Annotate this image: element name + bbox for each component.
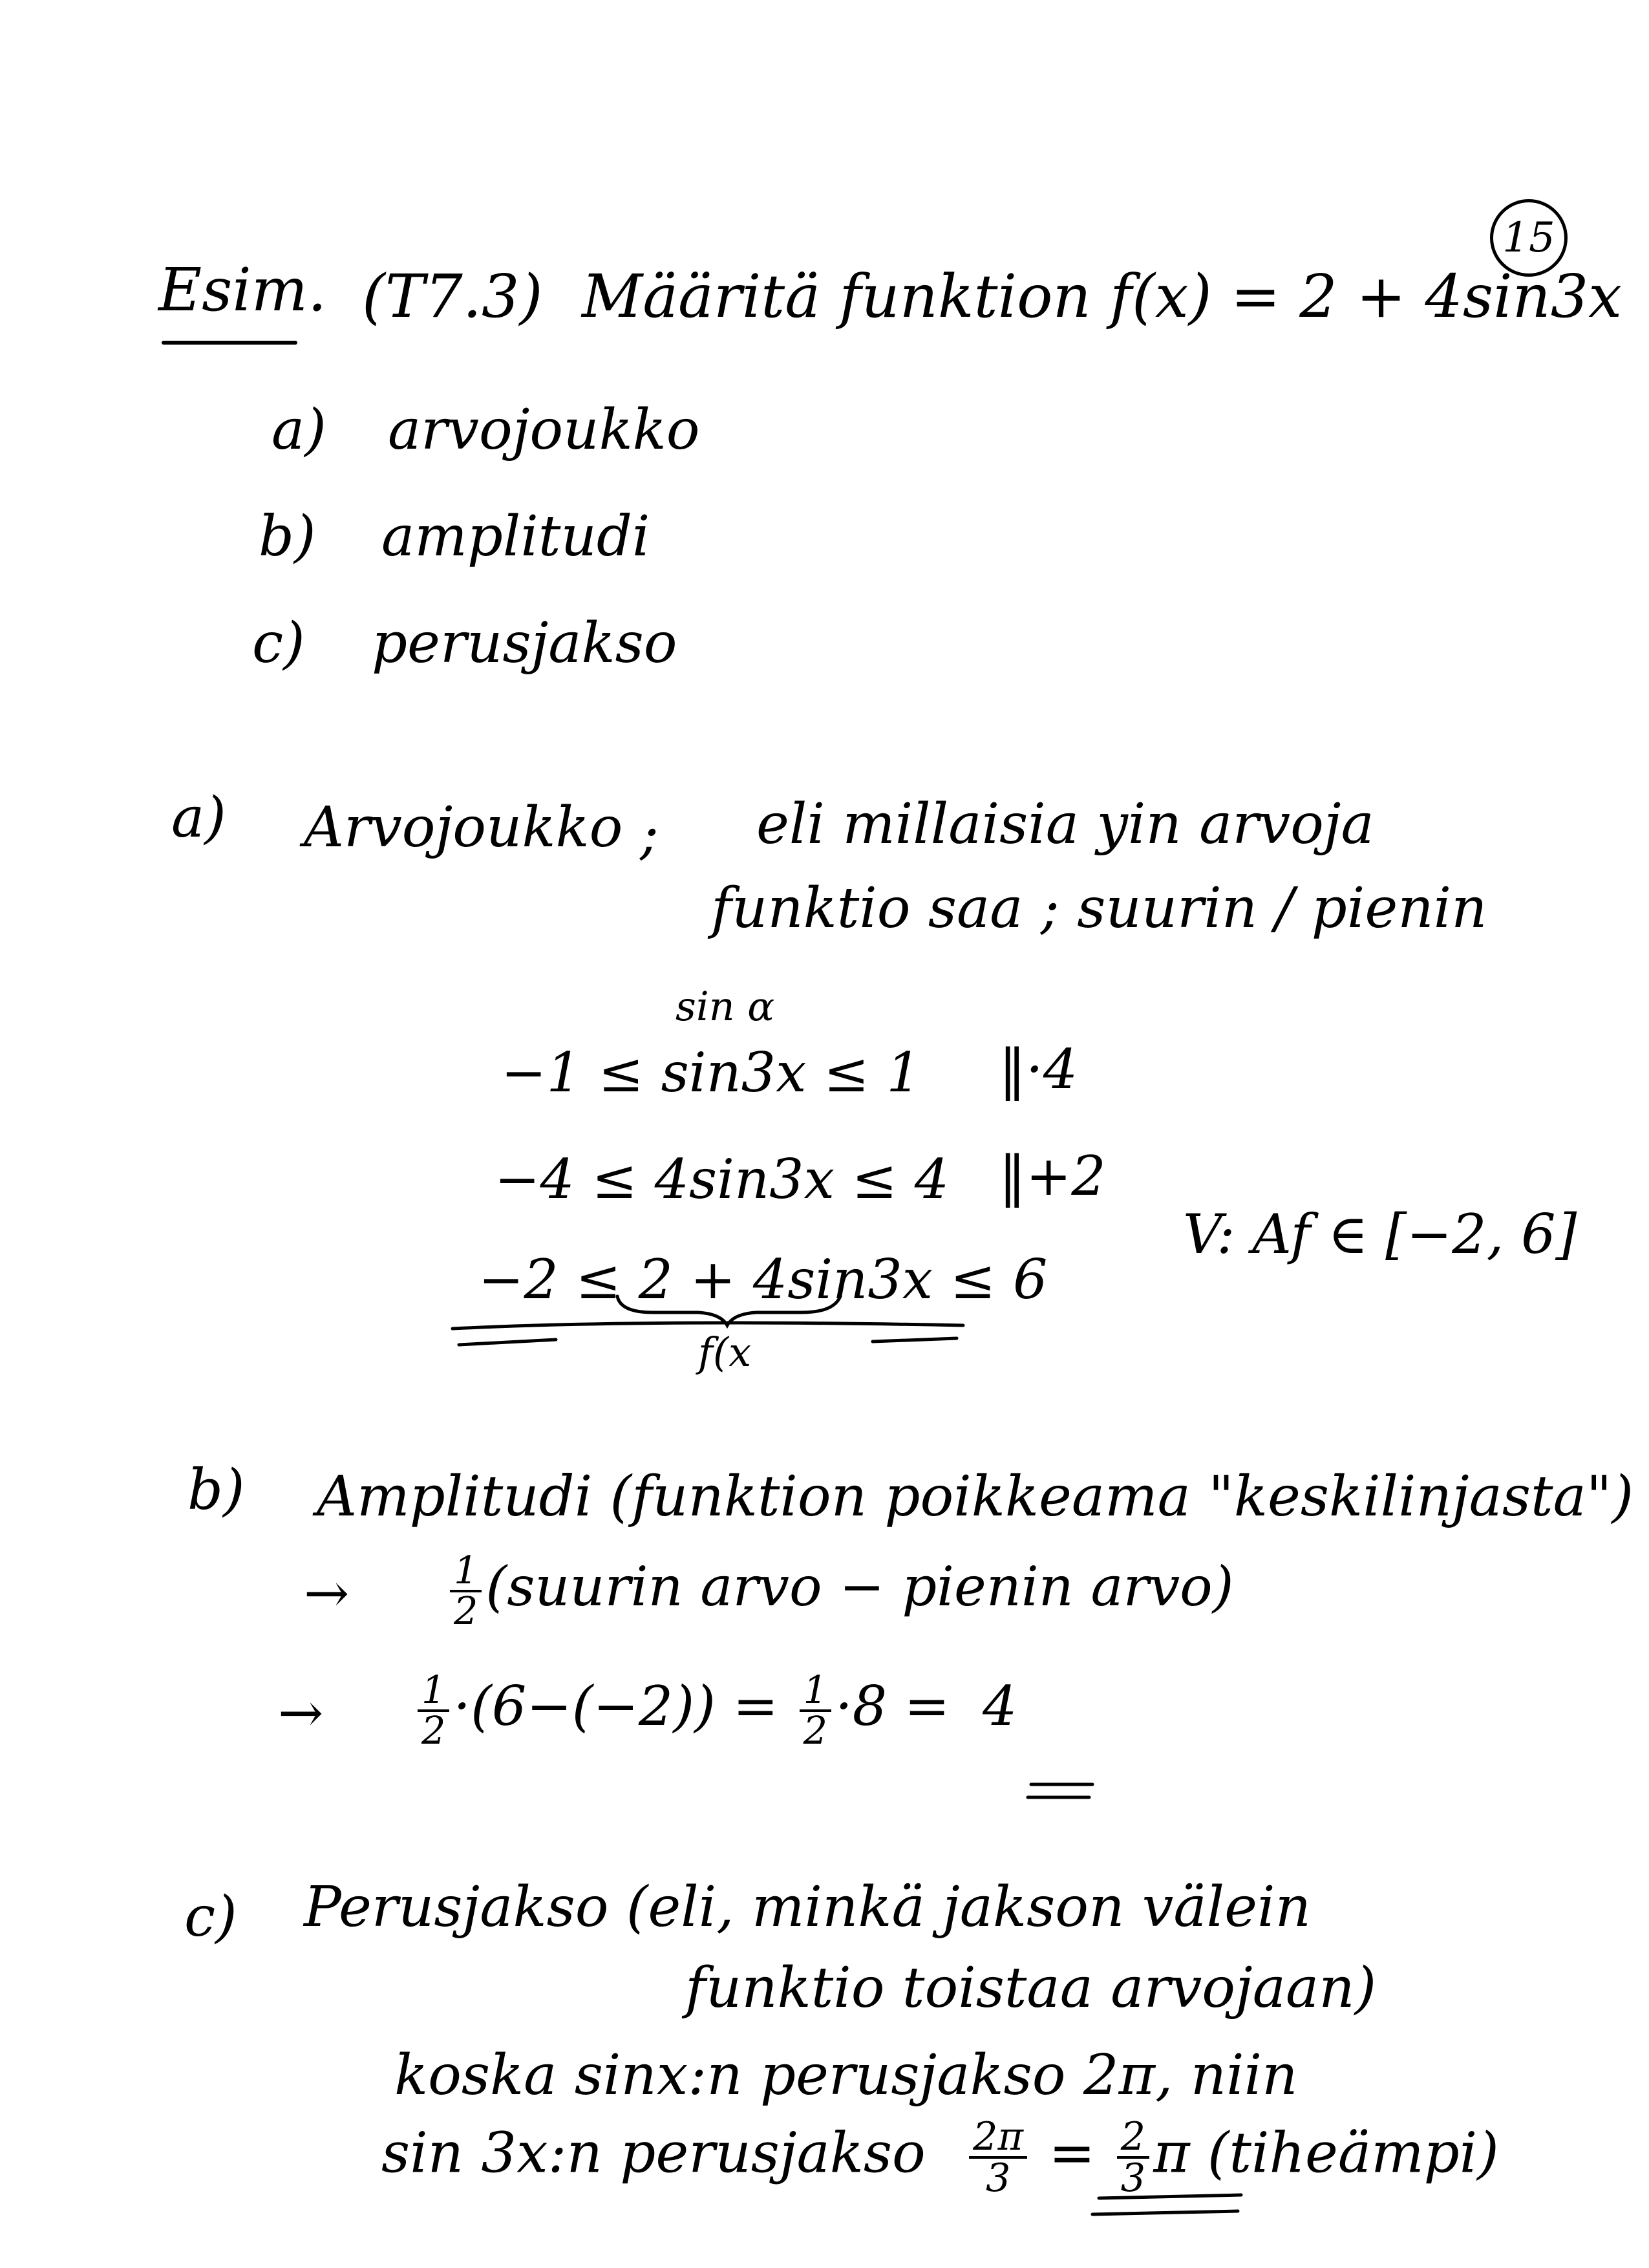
part-a-sep: ; bbox=[640, 802, 659, 866]
inequality-underline-3 bbox=[873, 1338, 957, 1342]
part-a-title: Arvojoukko bbox=[304, 795, 623, 860]
inequality-underline-2 bbox=[459, 1340, 556, 1345]
part-b-title: Amplitudi (funktion poikkeama "keskilinjasta") bbox=[317, 1464, 1633, 1529]
question-b-letter: b) bbox=[259, 504, 316, 569]
brace-label: f(x bbox=[698, 1329, 752, 1376]
underbrace bbox=[617, 1296, 840, 1325]
part-c-title-2: funktio toistaa arvojaan) bbox=[685, 1956, 1377, 2020]
question-a-letter: a) bbox=[271, 398, 326, 462]
part-c-letter: c) bbox=[184, 1885, 237, 1949]
half-fraction-2: $\frac{1}{2}$ bbox=[418, 1671, 449, 1750]
part-a-letter: a) bbox=[171, 786, 226, 850]
period-line-1: koska sinx:n perusjakso 2π, niin bbox=[394, 2043, 1298, 2108]
part-b-letter: b) bbox=[187, 1458, 245, 1523]
inequality-3: −2 ≤ 2 + 4sin3x ≤ 6 bbox=[478, 1248, 1048, 1311]
period-line-2: sin 3x:n perusjakso $\frac{2\pi}{3}$ = $\frac{2}{3}$ π (tiheämpi) bbox=[381, 2114, 1499, 2201]
half-fraction-1: $\frac{1}{2}$ bbox=[450, 1552, 482, 1631]
question-c-text: perusjakso bbox=[372, 611, 677, 676]
part-a-desc-2: funktio saa ; suurin / pienin bbox=[711, 876, 1487, 941]
example-ref: (T7.3) bbox=[362, 262, 543, 331]
two-thirds: $\frac{2}{3}$ bbox=[1117, 2117, 1149, 2198]
half-fraction-3: $\frac{1}{2}$ bbox=[800, 1671, 831, 1750]
part-c-title: Perusjakso (eli, minkä jakson välein bbox=[304, 1875, 1311, 1940]
inequality-underline-1 bbox=[452, 1323, 963, 1329]
task-text: Määritä funktion f(x) = 2 + 4sin3x bbox=[582, 262, 1622, 331]
question-b-text: amplitudi bbox=[381, 504, 650, 569]
amplitude-result: 4 bbox=[983, 1674, 1017, 1738]
question-a-text: arvojoukko bbox=[388, 398, 700, 462]
amplitude-formula: $\frac{1}{2}$ (suurin arvo − pienin arvo) bbox=[446, 1552, 1234, 1631]
period-underline-2 bbox=[1092, 2211, 1238, 2214]
sin-alpha-note: sin α bbox=[676, 983, 775, 1030]
operation-2: ‖+2 bbox=[999, 1144, 1106, 1208]
period-underline-1 bbox=[1099, 2195, 1241, 2198]
example-label: Esim. bbox=[158, 255, 327, 325]
part-a-desc-1: eli millaisia yin arvoja bbox=[756, 792, 1374, 857]
question-c-letter: c) bbox=[252, 611, 305, 676]
inequality-1: −1 ≤ sin3x ≤ 1 bbox=[501, 1041, 921, 1104]
answer-a: V: Af ∈ [−2, 6] bbox=[1183, 1203, 1577, 1266]
arrow-1: → bbox=[304, 1561, 350, 1625]
page-number: 15 bbox=[1490, 199, 1568, 277]
amplitude-calculation: $\frac{1}{2}$ ·(6−(−2)) = $\frac{1}{2}$ ·8 = 4 bbox=[414, 1671, 1017, 1750]
arrow-2: → bbox=[278, 1681, 324, 1744]
inequality-2: −4 ≤ 4sin3x ≤ 4 bbox=[495, 1148, 950, 1211]
operation-1: ‖·4 bbox=[999, 1038, 1078, 1101]
two-pi-over-three: $\frac{2\pi}{3}$ bbox=[969, 2117, 1027, 2198]
